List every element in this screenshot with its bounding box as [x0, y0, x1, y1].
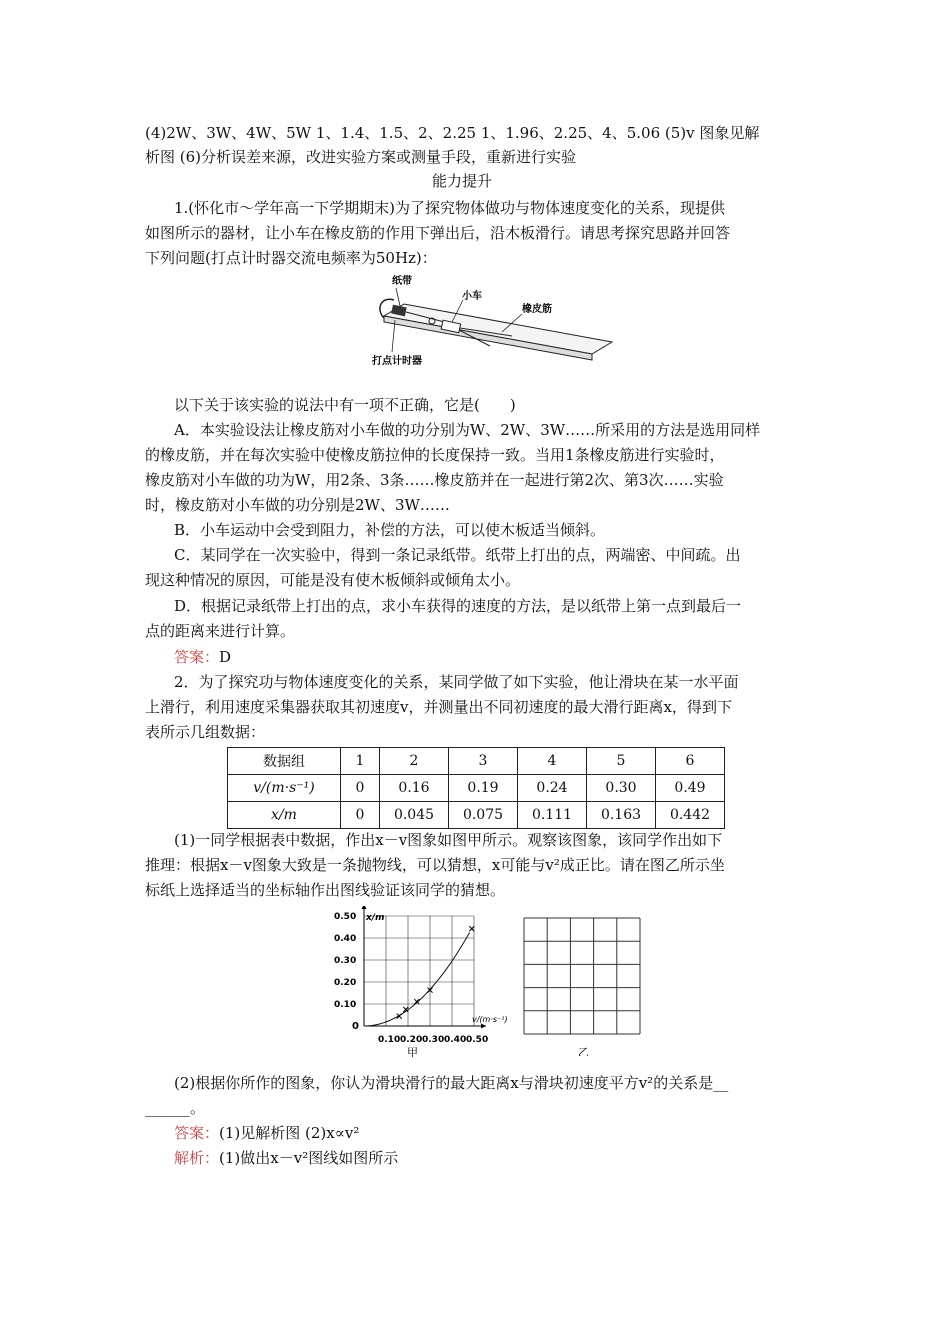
- q2-stem-line-1: 2．为了探究功与物体速度变化的关系，某同学做了如下实验，他让滑块在某一水平面: [174, 673, 739, 691]
- q2-stem-line-3: 表所示几组数据：: [145, 723, 266, 741]
- x-tick-label: 0.30: [422, 1035, 445, 1045]
- data-point-marker: [469, 926, 474, 931]
- y-axis-arrow: [362, 906, 367, 909]
- q1-prompt: 以下关于该实验的说法中有一项不正确，它是( ): [174, 396, 516, 414]
- label-tape: 纸带: [392, 276, 412, 287]
- q2-analysis: [174, 1147, 398, 1169]
- table-cell: 5: [587, 748, 656, 775]
- label-cart: 小车: [462, 291, 482, 302]
- q1-option-a-line-3: 橡皮筋对小车做的功为W，用2条、3条……橡皮筋并在一起进行第2次、第3次……实验: [145, 471, 724, 489]
- y-tick-label: 0.50: [334, 912, 357, 922]
- table-cell: 0.49: [656, 775, 725, 802]
- y-tick-label: 0.20: [334, 978, 357, 988]
- table-cell: 0.16: [380, 775, 449, 802]
- x-tick-label: 0.40: [444, 1035, 467, 1045]
- x-tick-label: 0.50: [466, 1035, 489, 1045]
- q1-stem-line-1: 1.(怀化市～学年高一下学期期末)为了探究物体做功与物体速度变化的关系，现提供: [174, 199, 726, 217]
- q2-part1-line-1: (1)一同学根据表中数据，作出x－v图象如图甲所示。观察该图象，该同学作出如下: [174, 831, 723, 849]
- table-cell: 0.075: [449, 802, 518, 829]
- q1-option-a-line-2: 的橡皮筋，并在每次实验中使橡皮筋拉伸的长度保持一致。当用1条橡皮筋进行实验时，: [145, 446, 725, 464]
- section-title: 能力提升: [432, 172, 493, 190]
- table-row: [228, 748, 725, 775]
- q2-answer: [174, 1122, 359, 1144]
- q1-answer-value: D: [219, 648, 232, 666]
- table-row: [228, 802, 725, 829]
- origin-label: 0: [352, 1021, 359, 1032]
- top-answer-line-2: 析图 (6)分析误差来源，改进实验方案或测量手段，重新进行实验: [145, 148, 577, 166]
- q2-part2-line-2: ______。: [145, 1099, 206, 1117]
- table-cell: 3: [449, 748, 518, 775]
- chart-yi-grid-paper: [522, 916, 644, 1056]
- table-cell: 1: [341, 748, 380, 775]
- fit-curve: [364, 933, 470, 1027]
- table-cell: 0.442: [656, 802, 725, 829]
- table-cell: 数据组: [228, 748, 341, 775]
- y-tick-label: 0.30: [334, 956, 357, 966]
- q2-part2-line-1: (2)根据你所作的图象，你认为滑块滑行的最大距离x与滑块初速度平方v²的关系是__: [174, 1074, 729, 1092]
- table-cell: 0: [341, 775, 380, 802]
- chart-b-caption: 乙: [578, 1046, 589, 1056]
- q1-option-c-line-1: C．某同学在一次实验中，得到一条记录纸带。纸带上打出的点，两端密、中间疏。出: [174, 546, 741, 564]
- table-cell: 0: [341, 802, 380, 829]
- table-cell: 0.163: [587, 802, 656, 829]
- chart-title: 甲: [407, 1046, 418, 1058]
- q1-option-b: B．小车运动中会受到阻力，补偿的方法，可以使木板适当倾斜。: [174, 521, 606, 539]
- table-cell: v/(m·s⁻¹): [228, 775, 341, 802]
- x-axis-label: v/(m·s⁻¹): [472, 1015, 508, 1024]
- table-cell: 0.24: [518, 775, 587, 802]
- chart-jia: [330, 906, 515, 1058]
- data-table: [227, 747, 725, 829]
- q2-answer-label: 答案：: [174, 1124, 220, 1142]
- q2-part1-line-2: 推理：根据x－v图象大致是一条抛物线，可以猜想，x可能与v²成正比。请在图乙所示坐: [145, 856, 725, 874]
- q1-option-d-line-1: D．根据记录纸带上打出的点，求小车获得的速度的方法，是以纸带上第一点到最后一: [174, 597, 742, 615]
- table-cell: 0.045: [380, 802, 449, 829]
- label-band: 橡皮筋: [522, 304, 552, 315]
- blank-grid: [524, 918, 640, 1034]
- y-axis-label: x/m: [366, 913, 385, 923]
- table-row: [228, 775, 725, 802]
- chart-grid: [362, 906, 487, 1029]
- label-timer: 打点计时器: [372, 356, 422, 367]
- table-cell: x/m: [228, 802, 341, 829]
- q1-option-a-line-1: A．本实验设法让橡皮筋对小车做的功分别为W、2W、3W……所采用的方法是选用同样: [174, 421, 761, 439]
- q2-stem-line-2: 上滑行，利用速度采集器获取其初速度v，并测量出不同初速度的最大滑行距离x，得到下: [145, 698, 732, 716]
- q1-answer: [174, 646, 231, 668]
- x-axis-arrow: [481, 1024, 486, 1029]
- q2-analysis-label: 解析：: [174, 1149, 220, 1167]
- x-tick-label: 0.10: [378, 1035, 401, 1045]
- table-cell: 0.111: [518, 802, 587, 829]
- table-cell: 0.19: [449, 775, 518, 802]
- table-cell: 2: [380, 748, 449, 775]
- q1-option-a-line-4: 时，橡皮筋对小车做的功分别是2W、3W……: [145, 496, 450, 514]
- apparatus-figure: [362, 272, 614, 384]
- y-tick-label: 0.10: [334, 1000, 357, 1010]
- table-cell: 4: [518, 748, 587, 775]
- top-answer-line-1: (4)2W、3W、4W、5W 1、1.4、1.5、2、2.25 1、1.96、2.25、4、5.06 (5)v 图象见解: [145, 124, 760, 142]
- y-tick-label: 0.40: [334, 934, 357, 944]
- table-cell: 6: [656, 748, 725, 775]
- q2-part1-line-3: 标纸上选择适当的坐标轴作出图线验证该同学的猜想。: [145, 881, 506, 899]
- q1-stem-line-3: 下列问题(打点计时器交流电频率为50Hz)：: [145, 249, 437, 267]
- q1-option-d-line-2: 点的距离来进行计算。: [145, 622, 296, 640]
- q1-stem-line-2: 如图所示的器材，让小车在橡皮筋的作用下弹出后，沿木板滑行。请思考探究思路并回答: [145, 224, 731, 242]
- q2-answer-value: (1)见解析图 (2)x∝v²: [219, 1124, 360, 1142]
- q1-option-c-line-2: 现这种情况的原因，可能是没有使木板倾斜或倾角太小。: [145, 571, 521, 589]
- table-cell: 0.30: [587, 775, 656, 802]
- q2-analysis-value: (1)做出x－v²图线如图所示: [219, 1149, 399, 1167]
- q1-answer-label: 答案：: [174, 648, 220, 666]
- x-tick-label: 0.20: [400, 1035, 423, 1045]
